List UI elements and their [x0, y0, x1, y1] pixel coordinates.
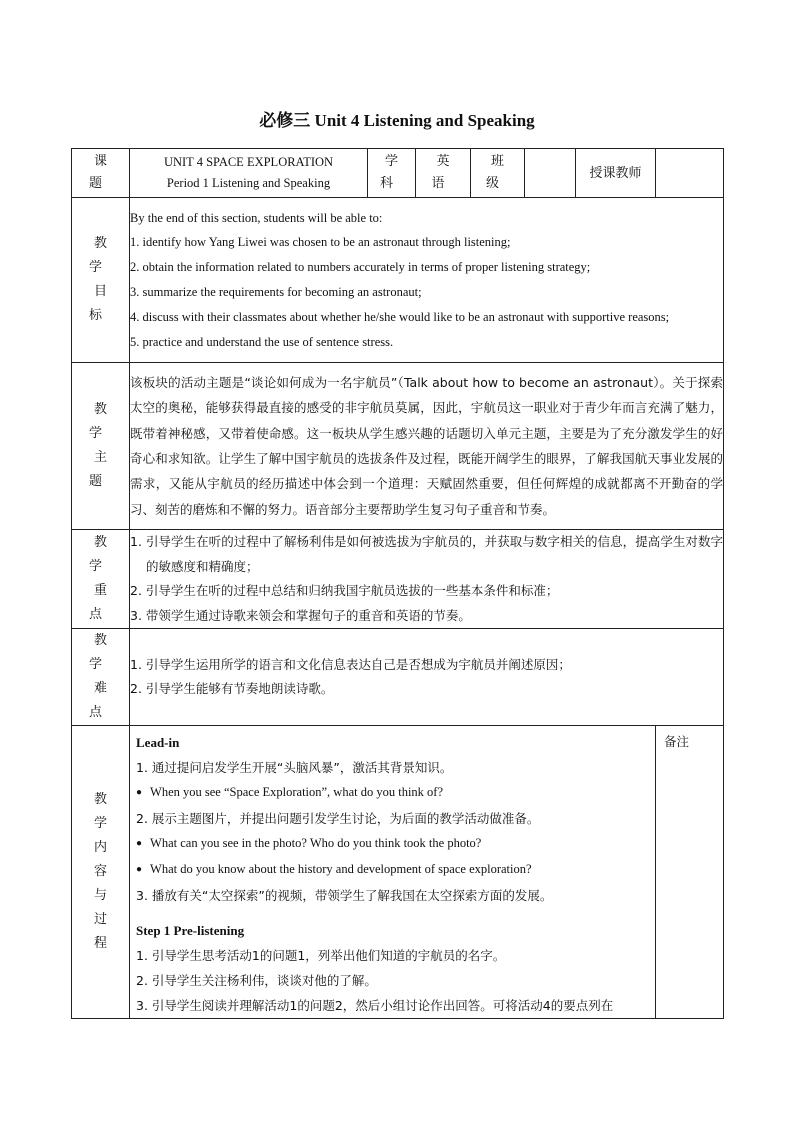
- course-line-2: Period 1 Listening and Speaking: [166, 176, 331, 190]
- theme-label-line2: 主 题: [88, 450, 117, 489]
- class-value: [525, 149, 576, 198]
- goals-label: [72, 198, 130, 363]
- goals-label-line1: 教 学: [88, 236, 117, 275]
- course-line-1: UNIT 4 SPACE EXPLORATION: [163, 155, 334, 169]
- leadin-heading: Lead-in: [136, 735, 180, 750]
- process-step: 3. 引导学生阅读并理解活动1的问题2，然后小组讨论作出回答。可将活动4的要点列在: [136, 998, 614, 1013]
- goal-item: 4. discuss with their classmates about whether he/she would like to be an astronaut with supportive reasons;: [130, 309, 670, 324]
- theme-content: 该板块的活动主题是“谈论如何成为一名宇航员”（Talk about how to become an astronaut）。关于探索太空的奥秘，能够获得最直接的感受的非宇航员莫属，因此，宇航员这一职业对于青少年而言充满了魅力，既带着神秘感，又带着使命感。这一板块从学生感兴趣的话题切入单元主题，主要是为了充分激发学生的好奇心和求知欲。让学生了解中国宇航员的选拔条件及过程，既能开阔学生的眼界，了解我国航天事业发展的需求，又能从宇航员的经历描述中体会到一个道理：天赋固然重要，但任何辉煌的成就都离不开勤奋的学习、刻苦的磨炼和不懈的努力。语音部分主要帮助学生复习句子重音和节奏。: [130, 363, 724, 530]
- process-label-char: 与: [93, 888, 107, 903]
- course-title-cell: [130, 149, 368, 198]
- page-title: 必修三 Unit 4 Listening and Speaking: [259, 111, 535, 130]
- goals-intro: By the end of this section, students will be able to:: [130, 210, 383, 225]
- process-label-char: 内: [93, 840, 107, 855]
- teacher-label: 授课教师: [576, 149, 656, 198]
- difficulties-label-line2: 难 点: [88, 681, 117, 720]
- theme-label: [72, 363, 130, 530]
- key-points-label: [72, 530, 130, 629]
- process-step: 1. 引导学生思考活动1的问题1，列举出他们知道的宇航员的名字。: [136, 948, 506, 963]
- key-point-item: 3. 带领学生通过诗歌来领会和掌握句子的重音和英语的节奏。: [130, 607, 471, 623]
- goals-content: [130, 198, 724, 363]
- process-label-char: 过: [93, 912, 107, 927]
- key-point-item: 1. 引导学生在听的过程中了解杨利伟是如何被选拔为宇航员的，并获取与数字相关的信息，提高学生对数字的敏感度和精确度；: [130, 534, 723, 574]
- theme-label-line1: 教 学: [88, 402, 117, 441]
- process-label-char: 教: [93, 792, 107, 807]
- key-points-content: [130, 530, 724, 629]
- goal-item: 3. summarize the requirements for becoming an astronaut;: [130, 285, 422, 299]
- key-points-label-line1: 教 学: [88, 535, 117, 574]
- difficulties-label: [72, 629, 130, 726]
- key-point-item: 2. 引导学生在听的过程中总结和归纳我国宇航员选拔的一些基本条件和标准；: [130, 583, 559, 598]
- process-question: ● What do you know about the history and development of space exploration?: [136, 857, 650, 883]
- lesson-plan-table: [71, 148, 724, 1019]
- theme-row: [72, 363, 724, 530]
- key-points-label-line2: 重 点: [88, 583, 117, 622]
- goal-item: 2. obtain the information related to numbers accurately in terms of proper listening strategy;: [130, 260, 591, 275]
- process-content: [130, 726, 656, 1019]
- key-points-row: [72, 530, 724, 629]
- difficulty-item: 2. 引导学生能够有节奏地朗读诗歌。: [130, 681, 334, 696]
- process-step: 1. 通过提问启发学生开展“头脑风暴”，激活其背景知识。: [136, 760, 453, 775]
- difficulties-label-line1: 教 学: [88, 633, 117, 672]
- process-label-char: 学: [93, 816, 107, 831]
- process-step: 2. 展示主题图片，并提出问题引发学生讨论，为后面的教学活动做准备。: [136, 811, 540, 826]
- process-question: ● When you see “Space Exploration”, what do you think of?: [136, 780, 650, 806]
- goal-item: 5. practice and understand the use of sentence stress.: [130, 334, 394, 349]
- class-label: 班 级: [471, 149, 525, 198]
- notes-label: 备注: [664, 734, 690, 749]
- difficulties-row: [72, 629, 724, 726]
- process-label-char: 程: [93, 936, 107, 951]
- difficulties-content: [130, 629, 724, 726]
- process-label: [72, 726, 130, 1019]
- teacher-value: [656, 149, 724, 198]
- goals-label-line2: 目 标: [88, 284, 117, 323]
- notes-cell: [656, 726, 724, 1019]
- course-label: 课 题: [72, 149, 130, 198]
- goal-item: 1. identify how Yang Liwei was chosen to be an astronaut through listening;: [130, 235, 511, 250]
- process-step: 2. 引导学生关注杨利伟，谈谈对他的了解。: [136, 973, 377, 988]
- process-row: [72, 726, 724, 1019]
- goals-row: [72, 198, 724, 363]
- process-question: ● What can you see in the photo? Who do you think took the photo?: [136, 831, 650, 857]
- subject-label: 学 科: [368, 149, 416, 198]
- difficulty-item: 1. 引导学生运用所学的语言和文化信息表达自己是否想成为宇航员并阐述原因；: [130, 656, 571, 672]
- process-step: 3. 播放有关“太空探索”的视频，带领学生了解我国在太空探索方面的发展。: [136, 888, 553, 903]
- subject-value: 英 语: [416, 149, 471, 198]
- step1-heading: Step 1 Pre-listening: [136, 923, 245, 938]
- header-row: [72, 149, 724, 198]
- process-label-char: 容: [93, 864, 107, 879]
